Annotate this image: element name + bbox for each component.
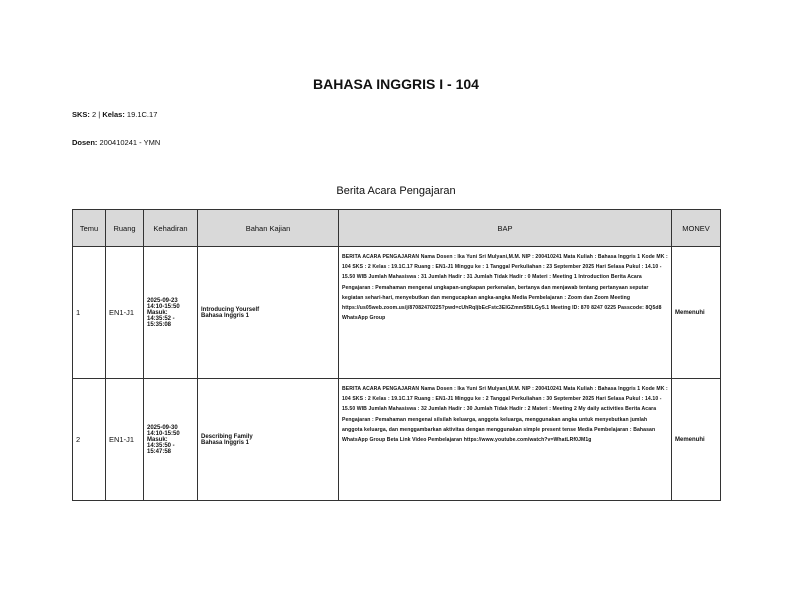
kehadiran-in: 14:35:50 - [147, 442, 175, 449]
temu-cell: 1 [73, 247, 106, 379]
bap-text: BERITA ACARA PENGAJARAN Nama Dosen : Ika Yuni Sri Mulyani,M.M. NIP : 200410241 Mata Kuliah : Bahasa Inggris 1 Kode MK : 104 SKS : 2 Kelas : 19.1C.17 Ruang : EN1-J1 Minggu ke : 1 Tanggal Perkuliahan : 23 September 2025 Hari Selasa Pukul : 14.10 - 15.50 WIB Jumlah Mahasiswa : 31 Jumlah Hadir : 31 Jumlah Tidak Hadir : 0 Materi : Meeting 1 Introduction Berita Acara Pengajaran : Pemahaman mengenai ungkapan-ungkapan perkenalan, bertanya dan menjawab tentang pertanyaan seputar kegiatan sehari-hari, menyebutkan dan mengucapkan angka-angka Media Pembelajaran : Zoom dan Zoom Meeting https://us05web.zoom.us/j/87082470225?pwd=cUhRqIjbEcFstc3EIGZmm5BlLGy5.1 Meeting ID: 870 8247 0225 Passcode: 8Q5d8 WhatsApp Group [342, 254, 668, 322]
table-row [73, 247, 721, 379]
bahan-topic: Describing Family [201, 433, 253, 440]
ruang-cell: EN1-J1 [106, 247, 144, 379]
bahan-topic: Introducing Yourself [201, 306, 260, 313]
kehadiran-date: 2025-09-23 [147, 297, 178, 304]
kehadiran-out: 15:35:08 [147, 321, 172, 328]
bap-table [72, 209, 721, 501]
bap-cell [339, 379, 672, 501]
kelas-value: 19.1C.17 [126, 110, 158, 119]
table-row [73, 379, 721, 501]
sks-label: SKS [72, 110, 88, 119]
monev-cell: Memenuhi [672, 247, 721, 379]
monev-cell: Memenuhi [672, 379, 721, 501]
section-title: Berita Acara Pengajaran [336, 185, 456, 197]
kehadiran-time: 14:10-15:50 [147, 430, 180, 437]
header-bahan-kajian: Bahan Kajian [198, 210, 339, 247]
sks-kelas-line: SKS: 2 | Kelas: 19.1C.17 [72, 110, 158, 119]
sks-value: 2 [92, 110, 97, 119]
ruang-cell: EN1-J1 [106, 379, 144, 501]
header-ruang: Ruang [106, 210, 144, 247]
kehadiran-date: 2025-09-30 [147, 424, 178, 431]
dosen-value: 200410241 - YMN [99, 138, 161, 147]
kelas-label: Kelas [102, 110, 123, 119]
kehadiran-out: 15:47:58 [147, 448, 172, 455]
header-temu: Temu [73, 210, 106, 247]
table-header-row [73, 210, 721, 247]
kehadiran-in: 14:35:52 - [147, 315, 175, 322]
header-bap: BAP [339, 210, 672, 247]
bahan-cell [198, 247, 339, 379]
kehadiran-masuk: Masuk: [147, 436, 168, 443]
header-monev: MONEV [672, 210, 721, 247]
bap-cell [339, 247, 672, 379]
temu-cell: 2 [73, 379, 106, 501]
kehadiran-time: 14:10-15:50 [147, 303, 180, 310]
kehadiran-cell [144, 379, 198, 501]
bahan-course: Bahasa Inggris 1 [201, 312, 250, 319]
page-title: BAHASA INGGRIS I - 104 [313, 76, 479, 92]
kehadiran-masuk: Masuk: [147, 309, 168, 316]
header-kehadiran: Kehadiran [144, 210, 198, 247]
dosen-label: Dosen [72, 138, 95, 147]
bahan-cell [198, 379, 339, 501]
dosen-line: Dosen: 200410241 - YMN [72, 138, 161, 147]
kehadiran-cell [144, 247, 198, 379]
bahan-course: Bahasa Inggris 1 [201, 439, 250, 446]
bap-text: BERITA ACARA PENGAJARAN Nama Dosen : Ika Yuni Sri Mulyani,M.M. NIP : 200410241 Mata Kuliah : Bahasa Inggris 1 Kode MK : 104 SKS : 2 Kelas : 19.1C.17 Ruang : EN1-J1 Minggu ke : 2 Tanggal Perkuliahan : 30 September 2025 Hari Selasa Pukul : 14.10 - 15.50 WIB Jumlah Mahasiswa : 32 Jumlah Hadir : 30 Jumlah Tidak Hadir : 2 Materi : Meeting 2 My daily activities Berita Acara Pengajaran : Pemahaman mengenai silsilah keluarga, anggota keluarga, menggunakan angka untuk menyebutkan jumlah anggota keluarga, dan menggambarkan aktivitas dengan menggunakan simple present tense Media Pembelajaran : Bahasan WhatsApp Group Beta Link Video Pembelajaran https://www.youtube.com/watch?v=WhatLRf0JM1g [342, 386, 668, 444]
